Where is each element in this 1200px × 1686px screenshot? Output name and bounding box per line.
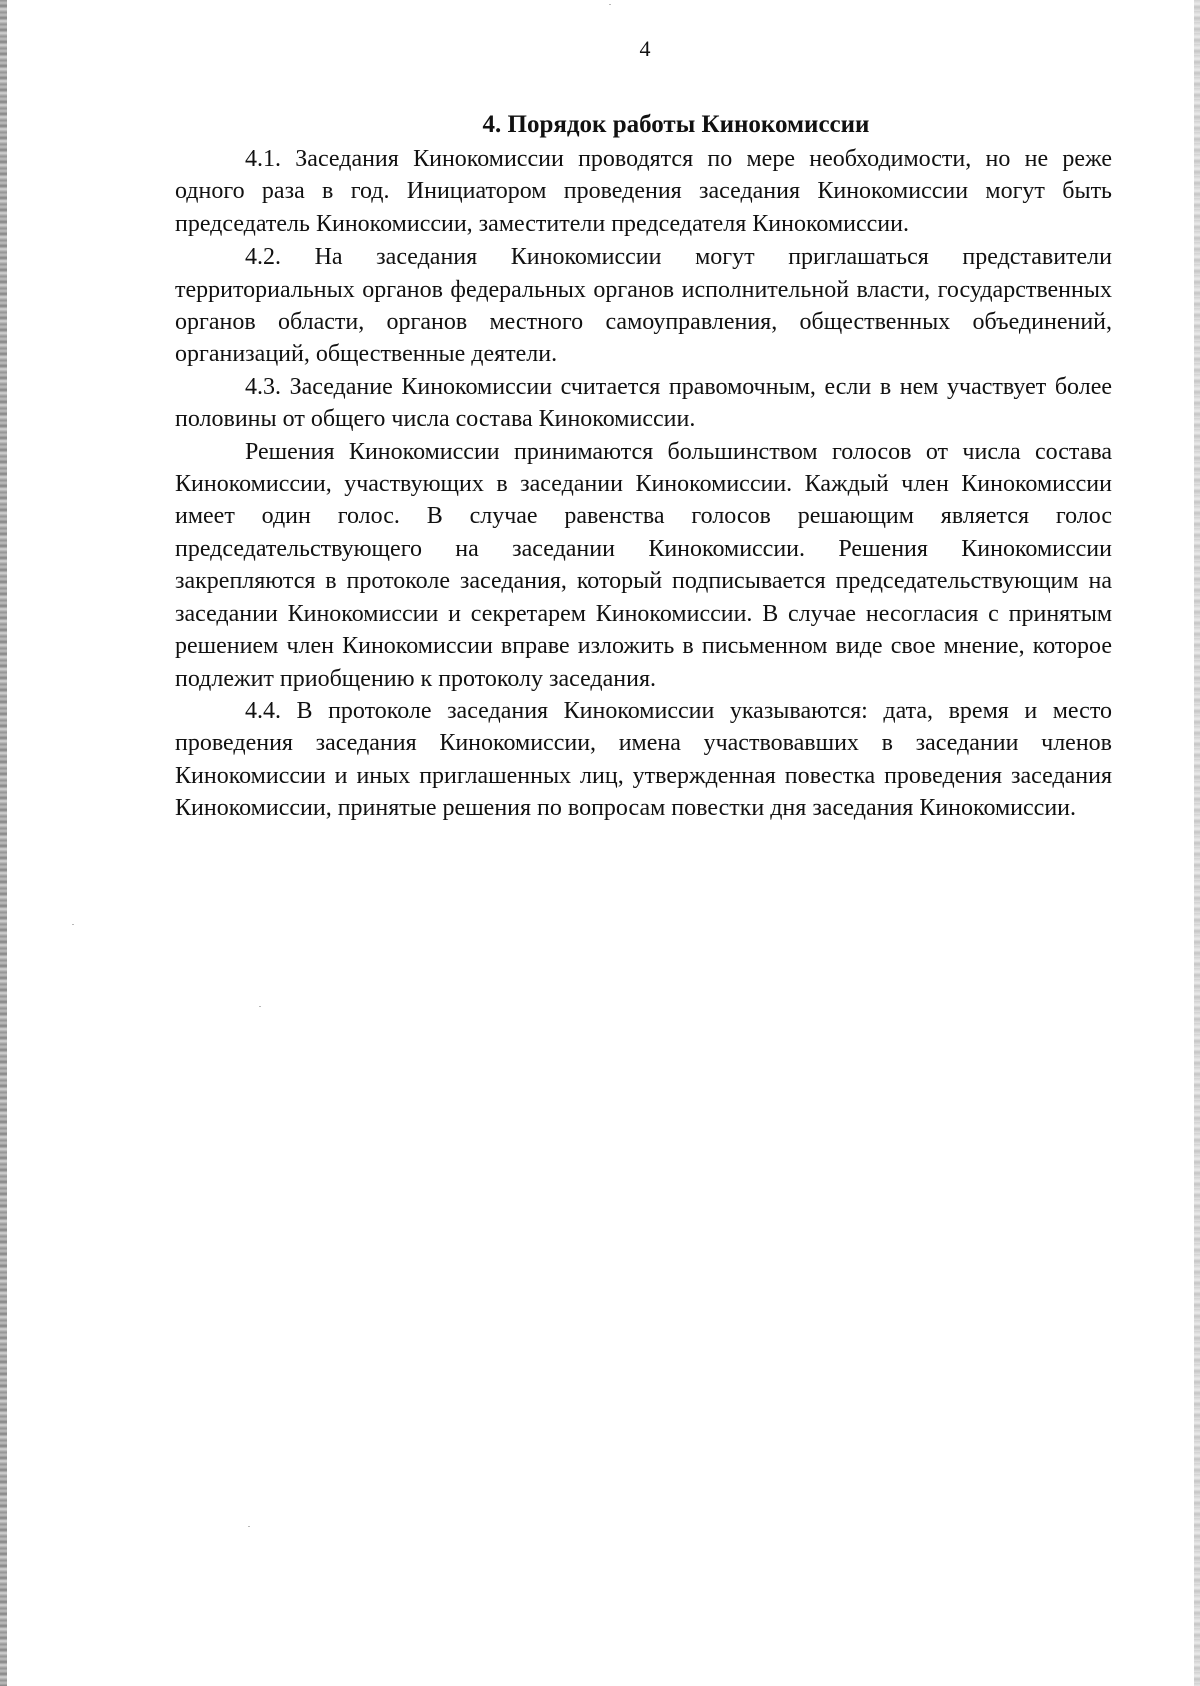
paragraph-4-2: 4.2. На заседания Кинокомиссии могут приглашаться представители территориальных органов федеральных органов исполнительной власти, государственных органов области, органов местного самоуправления, общественных объединений, организаций, общественные деятели. xyxy=(175,244,1112,368)
paragraph-decisions: Решения Кинокомиссии принимаются большинством голосов от числа состава Кинокомиссии, участвующих в заседании Кинокомиссии. Каждый член Кинокомиссии имеет один голос. В случае равенства голосов решающим является голос председательствующего на заседании Кинокомиссии. Решения Кинокомиссии закрепляются в протоколе заседания, который подписывается председательствующим на заседании Кинокомиссии и секретарем Кинокомиссии. В случае несогласия с принятым решением член Кинокомиссии вправе изложить в письменном виде свое мнение, которое подлежит приобщению к протоколу заседания. xyxy=(175,438,1112,692)
section-title: 4. Порядок работы Кинокомиссии xyxy=(482,111,870,138)
paragraph-4-1: 4.1. Заседания Кинокомиссии проводятся по мере необходимости, но не реже одного раза в год. Инициатором проведения заседания Кинокомиссии могут быть председатель Кинокомиссии, заместители председателя Кинокомиссии. xyxy=(175,146,1112,237)
scan-edge-right xyxy=(1194,0,1200,1686)
scan-speck xyxy=(609,4,611,5)
page-number: 4 xyxy=(639,36,651,61)
scan-edge-left xyxy=(0,0,7,1686)
scan-speck xyxy=(248,1526,250,1527)
paragraph-4-4: 4.4. В протоколе заседания Кинокомиссии указываются: дата, время и место проведения заседания Кинокомиссии, имена участвовавших в заседании членов Кинокомиссии и иных приглашенных лиц, утвержденная повестка проведения заседания Кинокомиссии, принятые решения по вопросам повестки дня заседания Кинокомиссии. xyxy=(175,697,1112,822)
scan-speck xyxy=(259,1006,261,1007)
scan-speck xyxy=(72,924,74,925)
document-body xyxy=(175,108,1112,825)
paragraph-4-3: 4.3. Заседание Кинокомиссии считается правомочным, если в нем участвует более половины от общего числа состава Кинокомиссии. xyxy=(175,373,1112,433)
